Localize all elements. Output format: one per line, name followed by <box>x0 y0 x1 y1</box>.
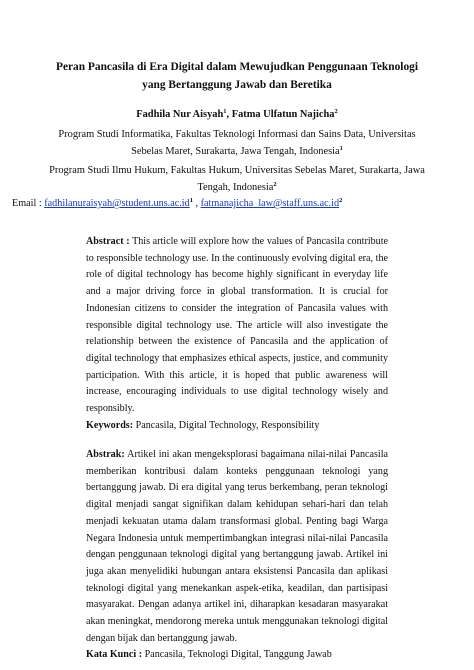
abstract-english-body <box>86 234 388 418</box>
keywords-english-text: Pancasila, Digital Technology, Responsibility <box>135 419 320 431</box>
keywords-english <box>86 418 388 435</box>
abstract-english-label: Abstract : <box>86 236 130 247</box>
author-1-marker: 1 <box>223 108 227 115</box>
title-line-1: Peran Pancasila di Era Digital dalam Mewujudkan Penggunaan Teknologi <box>55 61 419 73</box>
affiliation-2-line-2 <box>12 179 462 196</box>
email-label: Email : <box>12 198 45 209</box>
email-2-marker: 2 <box>339 197 343 204</box>
affiliation-2-marker: 2 <box>273 181 277 188</box>
affiliation-2-line-1: Program Studi Ilmu Hukum, Fakultas Hukum, Universitas Sebelas Maret, Surakarta, Jawa <box>49 165 425 176</box>
abstract-english-text: This article will explore how the values of Pancasila contribute to responsible technology use. In the continuously evolving digital era, the role of digital technology has become highly significant in everyday life and a major driving force in global transformation. It is crucial for Indonesian citizens to consider the integration of Pancasila values with responsible digital technology use. The article will also investigate the relationship between the existence of Pancasila and the application of digital technology that emphasizes ethical aspects, justice, and community participation. With this article, it is hoped that public awareness will increase, encouraging individuals to use digital technology wisely and responsibly. <box>86 236 389 415</box>
abstract-indonesian-body <box>86 447 388 647</box>
keywords-english-label: Keywords: <box>86 419 134 431</box>
author-1-name: Fadhila Nur Aisyah <box>136 109 224 120</box>
abstract-indonesian-label: Abstrak: <box>86 449 125 460</box>
paper-title <box>40 58 434 94</box>
author-2-name: Fatma Ulfatun Najicha <box>231 109 335 120</box>
affiliation-2 <box>12 162 462 196</box>
keywords-indonesian <box>86 647 388 664</box>
author-2-marker: 2 <box>334 108 338 115</box>
abstract-indonesian-text: Artikel ini akan mengeksplorasi bagaimana nilai-nilai Pancasila memberikan kontribusi dalam konteks penggunaan teknologi yang bertanggung jawab. Di era digital yang terus berkembang, peran teknologi digital menjadi sangat signifikan dalam kehidupan sehari-hari dan telah menjadi kekuatan utama dalam transformasi global. Penting bagi Warga Negara Indonesia untuk mempertimbangkan integrasi nilai-nilai Pancasila dengan penggunaan teknologi digital yang bertanggung jawab. Artikel ini juga akan menyelidiki hubungan antara eksistensi Pancasila dan aplikasi teknologi digital yang menekankan aspek-etika, keadilan, dan partisipasi masyarakat. Dengan adanya artikel ini, diharapkan kesadaran masyarakat akan meningkat, mendorong mereka untuk menggunakan teknologi digital dengan bijak dan bertanggung jawab. <box>86 449 389 644</box>
affiliation-1-line-1: Program Studi Informatika, Fakultas Teknologi Informasi dan Sains Data, Universitas <box>58 129 416 140</box>
affiliation-1-line-2 <box>12 143 462 160</box>
abstract-indonesian <box>86 447 388 664</box>
email-1-marker: 1 <box>189 197 193 204</box>
keywords-indonesian-text: Pancasila, Teknologi Digital, Tanggung Jawab <box>144 649 332 661</box>
abstract-english <box>86 234 388 434</box>
email-line <box>12 197 462 211</box>
email-link-1[interactable]: fadhilanuraisyah@student.uns.ac.id <box>44 198 190 209</box>
title-line-2: yang Bertanggung Jawab dan Beretika <box>142 79 332 91</box>
author-separator: , <box>226 109 232 120</box>
email-link-2[interactable]: fatmanajicha_law@staff.uns.ac.id <box>200 198 340 209</box>
affiliation-1 <box>12 126 462 160</box>
affiliation-1-marker: 1 <box>339 145 343 152</box>
affiliation-1-line-2-text: Sebelas Maret, Surakarta, Jawa Tengah, Indonesia <box>131 146 340 157</box>
author-list <box>20 108 454 122</box>
keywords-indonesian-label: Kata Kunci : <box>86 649 143 661</box>
affiliation-2-line-2-text: Tengah, Indonesia <box>197 182 274 193</box>
email-separator: , <box>192 198 201 209</box>
